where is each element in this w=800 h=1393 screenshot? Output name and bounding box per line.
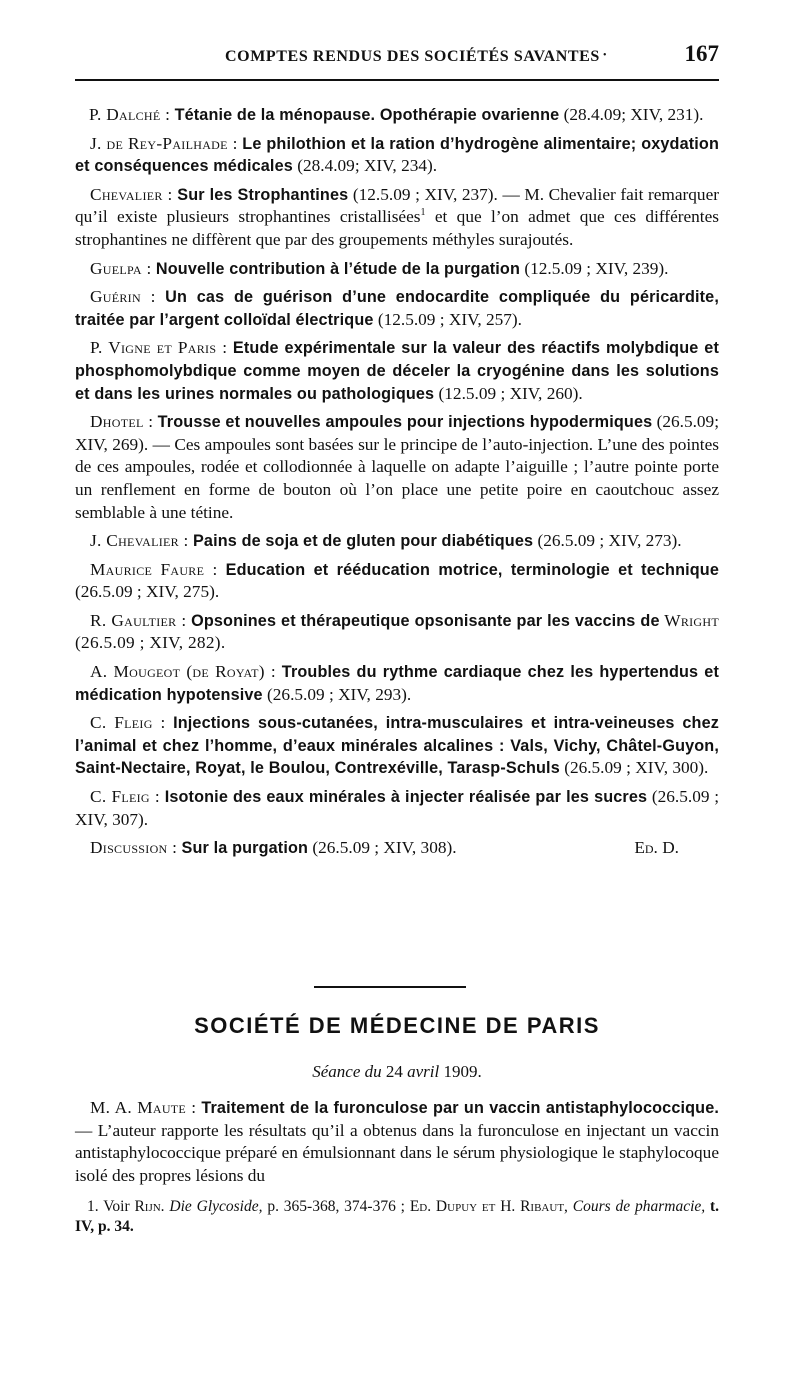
entry	[75, 133, 719, 178]
entry-author: P. Vigne et Paris :	[90, 338, 228, 358]
entry	[75, 530, 719, 553]
entry-author: Guérin :	[90, 287, 156, 307]
entry	[75, 258, 719, 281]
session-day: 24	[385, 1062, 403, 1081]
footnote-number: 1.	[87, 1198, 99, 1215]
footnote-work-1: Die Glycoside,	[169, 1198, 263, 1215]
entry	[75, 411, 719, 524]
entry-title: Troubles du rythme cardiaque chez les hypertendus et médication hypotensive	[75, 663, 719, 704]
entry-title: Injections sous-cutanées, intra-musculaires et intra-veineuses chez l’animal et chez l’homme, d’eaux minérales alcalines : Vals, Vichy, Châtel-Guyon, Saint-Nectaire, Royat, le Boulou, Contrexéville, Tarasp-Schuls	[75, 714, 719, 778]
footnote-author-2: Ed. Dupuy et H. Ribaut,	[409, 1198, 568, 1215]
entry-author: J. Chevalier :	[90, 531, 189, 551]
entry-ref: (12.5.09 ; XIV, 257).	[377, 309, 523, 329]
entry-title: Education et rééducation motrice, terminologie et technique	[225, 560, 719, 579]
entry	[75, 104, 719, 127]
entry-title: Isotonie des eaux minérales à injecter réalisée par les sucres	[164, 788, 648, 807]
entry-rest: et que l’on admet que ces différentes strophantines ne diffèrent que par des groupements méthyles surajoutés.	[75, 207, 719, 249]
entry-author: A. Mougeot (de Royat) :	[90, 662, 277, 682]
entry-author: Dhotel :	[90, 412, 154, 432]
entry-title: Traitement de la furonculose par un vaccin antistaphylococcique.	[201, 1099, 719, 1117]
session-date	[75, 1062, 719, 1082]
entry-title: Le philothion et la ration d’hydrogène alimentaire; oxydation et conséquences médicales	[75, 134, 719, 176]
entry-author: C. Fleig :	[90, 787, 160, 807]
entry-author: R. Gaultier :	[90, 610, 187, 630]
footnote-volume: t. IV, p. 34.	[75, 1198, 720, 1235]
signature: Ed. D.	[634, 838, 679, 858]
entry-ref: (26.5.09 ; XIV, 275).	[75, 582, 220, 602]
footnote-pages-1: p. 365-368, 374-376 ;	[267, 1198, 405, 1215]
session-year: 1909.	[443, 1062, 482, 1081]
entry-author: Guelpa :	[90, 258, 152, 278]
entry-author: Discussion :	[90, 838, 178, 858]
footnote-mark: 1	[420, 207, 426, 219]
entry-author: C. Fleig :	[90, 713, 166, 733]
entry-author: J. de Rey-Pailhade :	[90, 133, 238, 153]
header-dot: •	[603, 50, 607, 61]
entry-title: Opsonines et thérapeutique opsonisante par les vaccins de	[191, 611, 660, 630]
entry-ref: Wright (26.5.09 ; XIV, 282).	[75, 610, 719, 653]
entry-title: Pains de soja et de gluten pour diabétiques	[192, 532, 534, 551]
entry-title: Tétanie de la ménopause. Opothérapie ovarienne	[174, 106, 560, 124]
footnote-voir: Voir	[103, 1198, 130, 1215]
entry	[75, 559, 719, 604]
entry-ref: (26.5.09 ; XIV, 293).	[267, 684, 412, 704]
entry-ref: (12.5.09 ; XIV, 237). — M. Chevalier fait remarquer qu’il existe plusieurs strophantines cristallisées	[75, 184, 719, 227]
entry	[75, 786, 719, 831]
entry	[75, 337, 719, 405]
entry-author: M. A. Maute :	[90, 1098, 197, 1117]
entries-list	[75, 104, 719, 866]
entry-ref: (12.5.09 ; XIV, 260).	[438, 383, 583, 403]
entry-ref: (26.5.09; XIV, 269). — Ces ampoules sont basées sur le principe de l’auto-injection. L’une des pointes de ces ampoules, rodée et collodionnée à laquelle on adapte l’aiguille ; l’autre pointe porte un renflement en forme de bouton où l’on place une petite poire en caoutchouc assez semblable à une tétine.	[75, 412, 719, 522]
entry-ref: (12.5.09 ; XIV, 239).	[524, 258, 669, 278]
entry-author: Chevalier :	[90, 184, 173, 204]
page-number: 167	[684, 41, 719, 66]
entry-title: Sur les Strophantines	[177, 185, 349, 204]
entry-title: Nouvelle contribution à l’étude de la purgation	[155, 259, 521, 278]
entry	[75, 837, 719, 860]
section-title: SOCIÉTÉ DE MÉDECINE DE PARIS	[194, 1013, 600, 1038]
entry-title: Sur la purgation	[181, 839, 309, 858]
footnote	[75, 1197, 719, 1237]
footnote-work-2: Cours de pharmacie,	[572, 1198, 706, 1215]
entry-ref: (28.4.09; XIV, 234).	[297, 156, 438, 176]
section-divider	[314, 986, 466, 988]
entry-ref: (28.4.09; XIV, 231).	[563, 105, 704, 124]
running-title: COMPTES RENDUS DES SOCIÉTÉS SAVANTES	[225, 48, 600, 65]
entry	[75, 610, 719, 655]
footnote-author-1: Rijn.	[134, 1198, 165, 1215]
entry	[75, 661, 719, 706]
header-rule	[75, 79, 719, 81]
page-header	[75, 38, 719, 72]
body-entry	[75, 1097, 719, 1187]
entry-ref: (26.5.09 ; XIV, 300).	[564, 758, 709, 778]
entry-author: P. Dalché :	[89, 105, 171, 124]
entry-ref: (26.5.09 ; XIV, 307).	[75, 787, 719, 829]
entry	[75, 286, 719, 331]
entry-ref: (26.5.09 ; XIV, 273).	[537, 531, 682, 551]
entry-text: — L’auteur rapporte les résultats qu’il a obtenus dans la furonculose en injectant un vaccin antistaphylococcique préparé en émulsionnant dans le sérum physiologique le staphylocoque isolé des propres lésions du	[75, 1120, 719, 1185]
entry-author: Maurice Faure :	[90, 559, 218, 579]
session-label: Séance du	[312, 1062, 382, 1081]
entry-title: Etude expérimentale sur la valeur des réactifs molybdique et phosphomolybdique comme moyen de déceler la cryogénine dans les solutions et dans les urines normales ou pathologiques	[75, 339, 719, 403]
entry-title: Un cas de guérison d’une endocardite compliquée du péricardite, traitée par l’argent colloïdal électrique	[75, 288, 719, 329]
session-month: avril	[407, 1062, 440, 1081]
entry	[75, 712, 719, 780]
entry-title: Trousse et nouvelles ampoules pour injections hypodermiques	[157, 413, 653, 432]
entry-ref: (26.5.09 ; XIV, 308).	[312, 838, 457, 858]
entry	[75, 184, 719, 252]
